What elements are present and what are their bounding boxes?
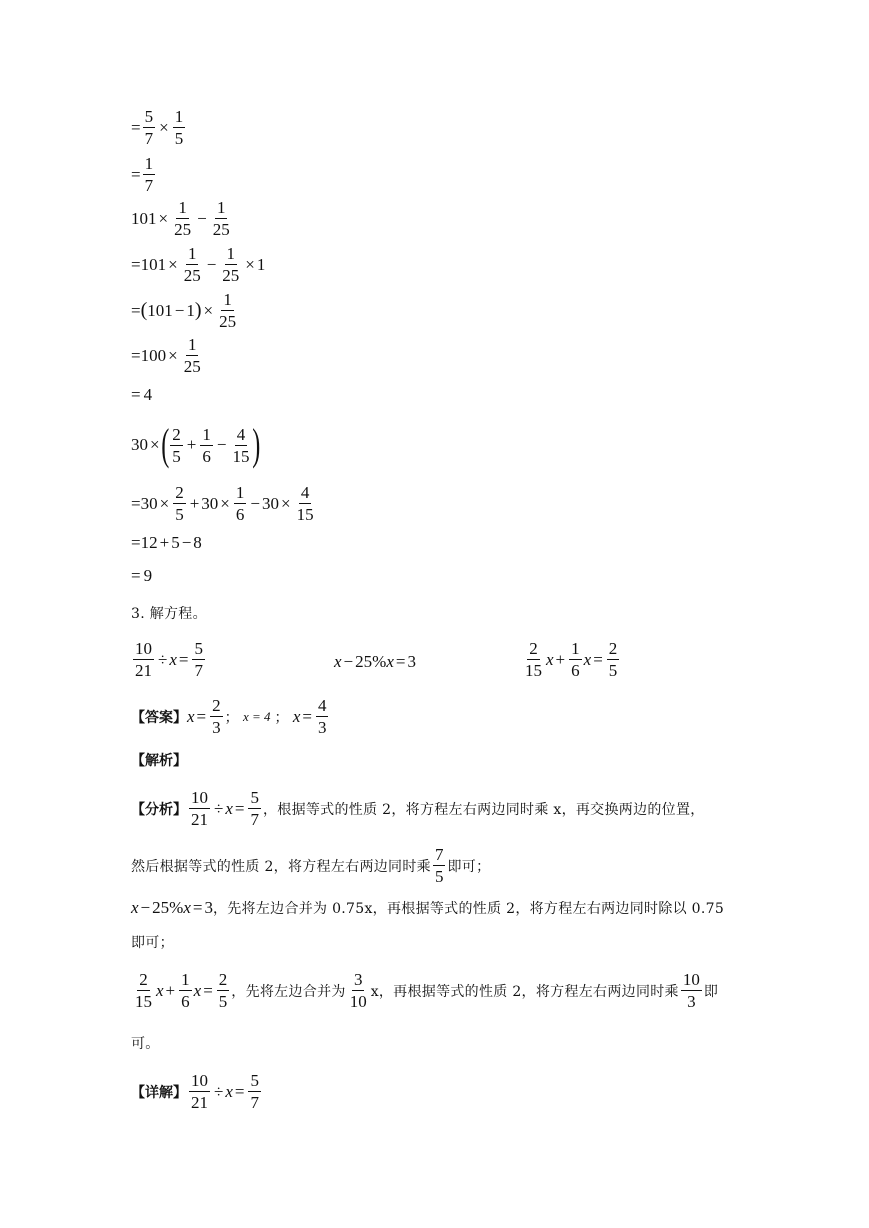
left-paren: ( — [140, 299, 148, 321]
fenxi-line-1 — [131, 789, 705, 828]
fraction: $\frac{2}{15}$ — [525, 639, 542, 680]
number: 101 — [131, 208, 157, 228]
number: 8 — [193, 533, 202, 552]
fraction: $\frac{4}{3}$ — [317, 696, 327, 737]
equals-sign: = — [131, 300, 141, 320]
detail-label: 【详解】 — [131, 1084, 187, 1101]
fraction: $\frac{5}{7}$ — [250, 1071, 259, 1112]
times-sign: × — [158, 208, 169, 228]
minus-sign: − — [250, 493, 260, 513]
number: 101 — [147, 300, 173, 320]
analysis-label: 【解析】 — [131, 753, 187, 769]
fraction: $\frac{7}{5}$ — [434, 845, 444, 886]
fraction: $\frac{1}{25}$ — [183, 335, 201, 376]
fraction: $\frac{1}{25}$ — [183, 244, 201, 285]
minus-sign: − — [197, 208, 207, 228]
fraction: $\frac{2}{15}$ — [135, 970, 152, 1011]
minus-sign: − — [140, 898, 151, 917]
right-paren: ) — [252, 420, 261, 469]
fenxi-line-4: 即可； — [131, 935, 174, 951]
minus-sign: − — [206, 254, 217, 274]
variable: x — [156, 980, 164, 1000]
fenxi-label: 【分析】 — [131, 801, 187, 818]
percent: 25% — [152, 898, 184, 917]
fraction: $\frac{1}{25}$ — [222, 244, 240, 285]
equals-sign: = — [131, 345, 141, 365]
equals-sign: = — [131, 254, 141, 274]
equals-sign: = — [234, 1081, 245, 1101]
equals-sign: = — [192, 898, 203, 917]
plus-sign: + — [165, 980, 176, 1000]
equals-sign: = — [131, 385, 141, 404]
fraction: $\frac{10}{21}$ — [135, 639, 152, 680]
variable: x — [131, 898, 139, 917]
fraction: $\frac{1}{6}$ — [181, 970, 190, 1011]
number: 30 — [261, 493, 279, 513]
fraction: $\frac{10}{21}$ — [191, 788, 208, 829]
answer-line — [131, 697, 330, 736]
equation-2 — [334, 652, 416, 672]
calc-line-5 — [131, 291, 240, 330]
variable: x — [225, 798, 233, 818]
variable: x — [183, 898, 191, 917]
times-sign: × — [150, 435, 160, 454]
times-sign: × — [159, 493, 170, 513]
equation-1 — [131, 640, 207, 679]
plus-sign: + — [186, 435, 197, 454]
times-sign: × — [245, 254, 255, 274]
fraction: $\frac{10}{21}$ — [191, 1071, 208, 1112]
divide-sign: ÷ — [214, 1081, 224, 1101]
fraction: $\frac{1}{25}$ — [219, 290, 237, 331]
calc-line-8 — [131, 420, 261, 469]
variable: x — [386, 652, 394, 671]
times-sign: × — [203, 300, 214, 320]
plus-sign: + — [159, 533, 170, 552]
fraction: $\frac{2}{3}$ — [212, 696, 221, 737]
fraction: $\frac{5}{7}$ — [250, 788, 259, 829]
fenxi-line-3 — [131, 898, 724, 918]
minus-sign: − — [216, 435, 227, 454]
fraction: $\frac{1}{25}$ — [174, 198, 192, 239]
number: 1 — [256, 254, 266, 274]
number: 4 — [143, 385, 153, 404]
calc-line-6 — [131, 336, 205, 375]
number: 3 — [204, 898, 213, 917]
minus-sign: − — [343, 652, 354, 671]
number: 1 — [186, 300, 195, 320]
fraction: $\frac{2}{5}$ — [218, 970, 228, 1011]
number: 3 — [407, 652, 416, 671]
divide-sign: ÷ — [214, 798, 224, 818]
calc-line-10 — [131, 533, 202, 553]
calc-line-3 — [131, 199, 234, 238]
paragraph-text: 然后根据等式的性质 2，将方程左右两边同时乘 — [131, 858, 431, 875]
fraction: $\frac{1}{6}$ — [235, 483, 245, 524]
fraction: $\frac{10}{3}$ — [682, 970, 700, 1011]
times-sign: × — [159, 117, 169, 137]
calc-line-4 — [131, 245, 265, 284]
left-paren: ( — [160, 420, 169, 469]
variable: x — [187, 706, 195, 726]
fenxi-line-5 — [131, 971, 718, 1010]
plus-sign: + — [555, 649, 566, 669]
fraction: $\frac{1}{7}$ — [144, 154, 154, 195]
fraction: $\frac{3}{10}$ — [349, 970, 367, 1011]
equals-sign: = — [131, 566, 141, 585]
variable: x — [334, 652, 342, 671]
equals-sign: = — [203, 980, 213, 1000]
number: 30 — [140, 493, 158, 513]
calc-line-7 — [131, 385, 152, 405]
fraction: $\frac{2}{5}$ — [175, 483, 184, 524]
calc-line-11 — [131, 566, 152, 586]
equals-sign: = — [131, 533, 141, 552]
number: 9 — [143, 566, 153, 585]
variable: x — [583, 649, 592, 669]
plus-sign: + — [189, 493, 200, 513]
variable: x — [225, 1081, 233, 1101]
variable: x — [169, 649, 177, 669]
equals-sign: = — [131, 493, 141, 513]
variable: x — [292, 706, 301, 726]
equation-3 — [521, 640, 621, 679]
fraction: $\frac{5}{7}$ — [144, 107, 154, 148]
number: 5 — [171, 533, 180, 552]
fraction: $\frac{5}{7}$ — [194, 639, 203, 680]
divide-sign: ÷ — [158, 649, 168, 669]
equals-sign: = — [131, 117, 141, 137]
calc-line-9 — [131, 484, 318, 523]
fenxi-line-2 — [131, 846, 490, 885]
number: 101 — [140, 254, 167, 274]
fraction: $\frac{2}{5}$ — [608, 639, 618, 680]
equals-sign: = — [302, 706, 312, 726]
minus-sign: − — [181, 533, 192, 552]
percent: 25% — [355, 652, 387, 671]
fraction: $\frac{2}{5}$ — [172, 424, 181, 466]
equals-sign: = — [178, 649, 189, 669]
times-sign: × — [220, 493, 230, 513]
minus-sign: − — [174, 300, 185, 320]
equals-sign: = — [395, 652, 406, 671]
paragraph-text: ，先将左边合并为 — [231, 983, 346, 1000]
equals-sign: = — [234, 798, 245, 818]
number: 12 — [140, 533, 158, 552]
paragraph-text: ，先将左边合并为 0.75x，再根据等式的性质 2，将方程左右两边同时除以 0.75 — [212, 901, 725, 917]
calc-line-2 — [131, 155, 157, 194]
times-sign: × — [168, 345, 178, 365]
number: 30 — [131, 435, 148, 454]
fraction: $\frac{1}{6}$ — [202, 424, 211, 466]
equals-sign: = — [196, 706, 207, 726]
equals-sign: = — [131, 164, 141, 184]
separator: ； — [224, 709, 239, 726]
fraction: $\frac{4}{15}$ — [296, 483, 314, 524]
number: 100 — [140, 345, 167, 365]
paragraph-text: 即 — [703, 983, 719, 1000]
right-paren: ) — [194, 299, 202, 321]
number: 30 — [201, 493, 219, 513]
paragraph-text: 即可； — [447, 858, 491, 875]
fraction: $\frac{1}{5}$ — [174, 107, 184, 148]
fraction: $\frac{1}{25}$ — [212, 198, 230, 239]
paragraph-text: ，根据等式的性质 2，将方程左右两边同时乘 x，再交换两边的位置， — [262, 801, 705, 818]
times-sign: × — [280, 493, 291, 513]
answer-label: 【答案】 — [131, 709, 187, 726]
paragraph-text: x，再根据等式的性质 2，将方程左右两边同时乘 — [370, 983, 679, 1000]
equals-sign: = — [593, 649, 603, 669]
variable: x — [546, 649, 554, 669]
times-sign: × — [168, 254, 178, 274]
variable: x — [193, 980, 202, 1000]
fraction: $\frac{1}{6}$ — [571, 639, 580, 680]
answer-value: x = 4 — [242, 708, 271, 724]
detail-line — [131, 1072, 263, 1111]
section-title: 3. 解方程。 — [131, 606, 207, 622]
calc-line-1 — [131, 108, 187, 147]
fraction: $\frac{4}{15}$ — [232, 424, 250, 466]
separator: ； — [274, 709, 289, 726]
fenxi-line-6: 可。 — [131, 1036, 160, 1052]
